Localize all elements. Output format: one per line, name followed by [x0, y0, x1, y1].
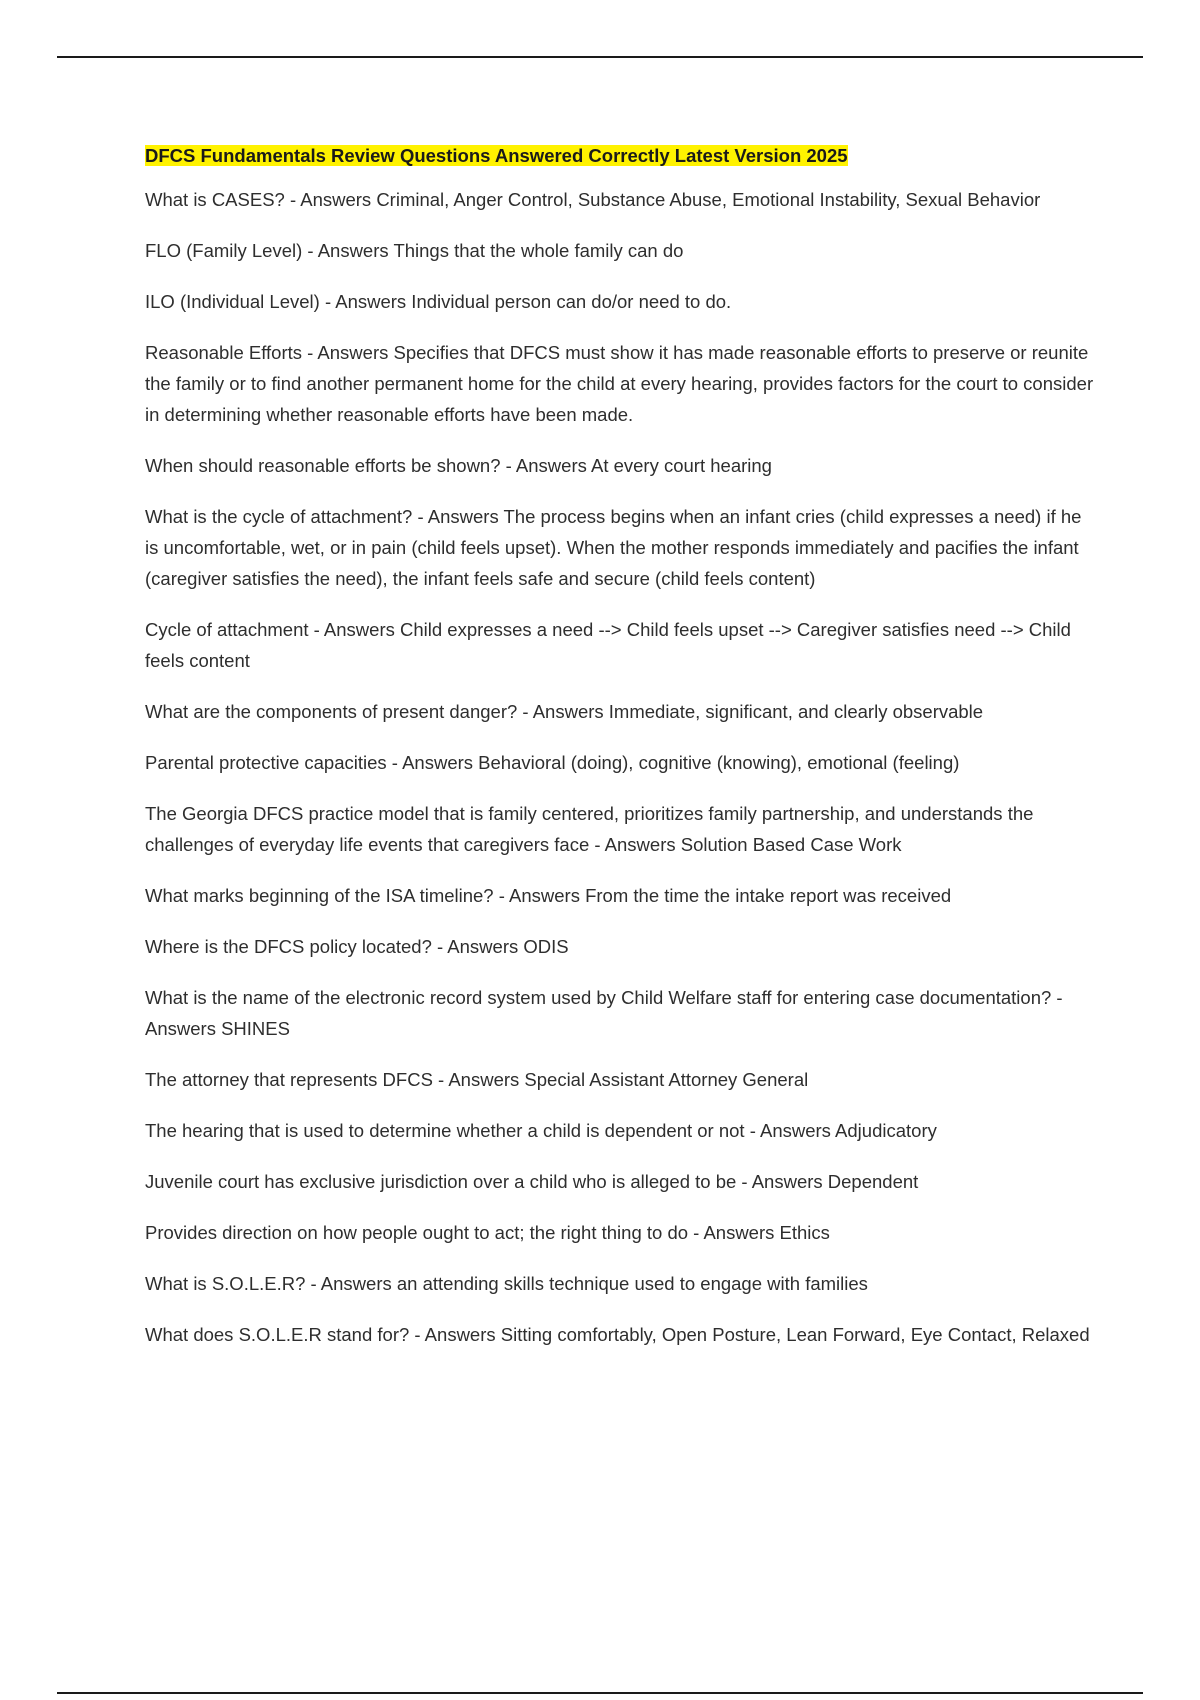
top-rule	[57, 56, 1143, 58]
qa-item: Cycle of attachment - Answers Child expresses a need --> Child feels upset --> Caregiver satisfies need --> Child feels content	[145, 619, 1071, 671]
qa-item: Provides direction on how people ought to act; the right thing to do - Answers Ethics	[145, 1222, 830, 1243]
qa-item: What is CASES? - Answers Criminal, Anger Control, Substance Abuse, Emotional Instability, Sexual Behavior	[145, 189, 1041, 210]
bottom-rule	[57, 1692, 1143, 1694]
qa-item: Reasonable Efforts - Answers Specifies that DFCS must show it has made reasonable efforts to preserve or reunite the family or to find another permanent home for the child at every hearing, provides factors for the court to consider in determining whether reasonable efforts have been made.	[145, 342, 1094, 425]
qa-item: The hearing that is used to determine whether a child is dependent or not - Answers Adjudicatory	[145, 1120, 937, 1141]
qa-item: What marks beginning of the ISA timeline? - Answers From the time the intake report was received	[145, 885, 952, 906]
qa-item: When should reasonable efforts be shown? - Answers At every court hearing	[145, 455, 772, 476]
highlighted-title-text: DFCS Fundamentals Review Questions Answered Correctly Latest Version 2025	[145, 145, 848, 166]
qa-item: The Georgia DFCS practice model that is family centered, prioritizes family partnership, and understands the challenges of everyday life events that caregivers face - Answers Solution Based Case Work	[145, 803, 1034, 855]
qa-item: What is the cycle of attachment? - Answers The process begins when an infant cries (child expresses a need) if he is uncomfortable, wet, or in pain (child feels upset). When the mother responds immediately and pacifies the infant (caregiver satisfies the need), the infant feels safe and secure (child feels content)	[145, 506, 1082, 589]
qa-item: Juvenile court has exclusive jurisdiction over a child who is alleged to be - Answers Dependent	[145, 1171, 919, 1192]
qa-item: Where is the DFCS policy located? - Answers ODIS	[145, 936, 569, 957]
qa-item: FLO (Family Level) - Answers Things that the whole family can do	[145, 240, 684, 261]
document-title	[145, 144, 1095, 168]
qa-item: What is S.O.L.E.R? - Answers an attending skills technique used to engage with families	[145, 1273, 868, 1294]
document-body	[145, 144, 1095, 1370]
qa-item: What are the components of present danger? - Answers Immediate, significant, and clearly observable	[145, 701, 984, 722]
qa-item: What is the name of the electronic record system used by Child Welfare staff for entering case documentation? - Answers SHINES	[145, 987, 1063, 1039]
qa-item: Parental protective capacities - Answers Behavioral (doing), cognitive (knowing), emotional (feeling)	[145, 752, 960, 773]
qa-item: The attorney that represents DFCS - Answers Special Assistant Attorney General	[145, 1069, 809, 1090]
qa-item: ILO (Individual Level) - Answers Individual person can do/or need to do.	[145, 291, 732, 312]
qa-item: What does S.O.L.E.R stand for? - Answers Sitting comfortably, Open Posture, Lean Forward, Eye Contact, Relaxed	[145, 1324, 1090, 1345]
